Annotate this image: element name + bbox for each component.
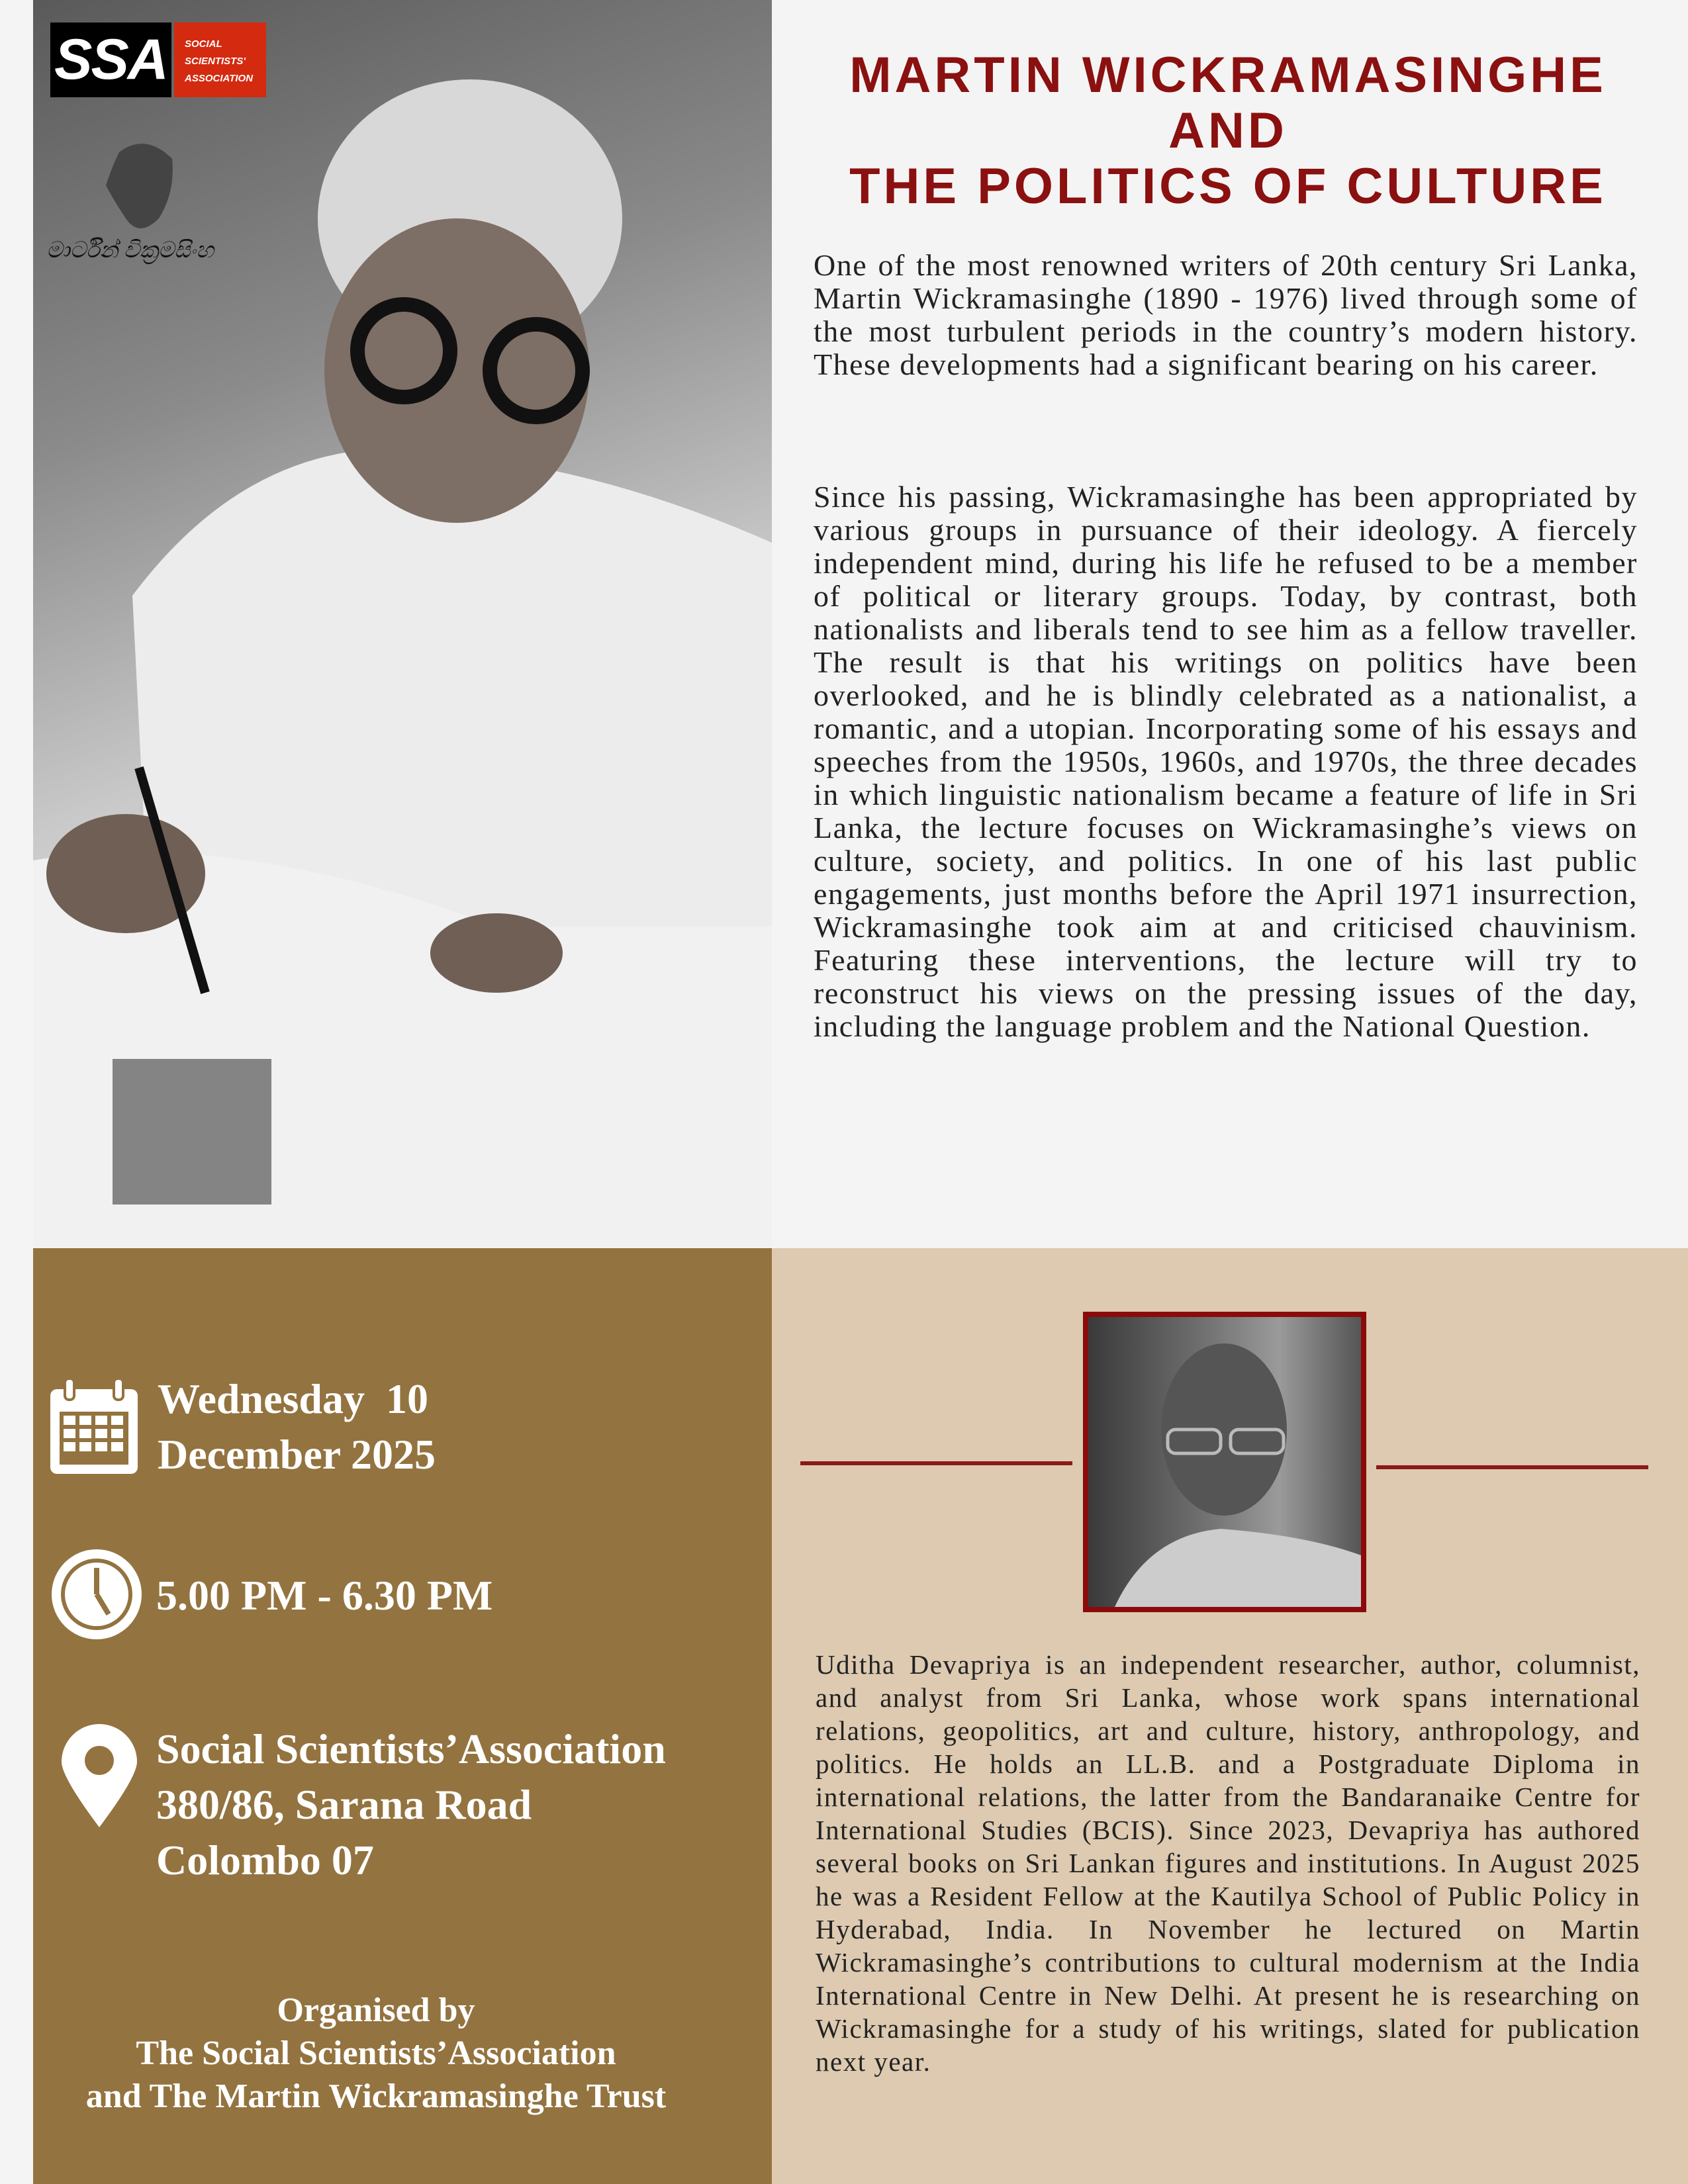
organiser-credit xyxy=(33,1989,719,2118)
speaker-illustration xyxy=(1088,1317,1361,1607)
description-paragraph-1: One of the most renowned writers of 20th century Sri Lanka, Martin Wickramasinghe (1890 - 1976) lived through some of the most turbulent periods in the country’s modern history. These developments had a significant bearing on his career. xyxy=(814,248,1638,381)
logo-line: ASSOCIATION xyxy=(185,73,254,84)
date-line: December 2025 xyxy=(158,1431,436,1478)
event-date xyxy=(158,1371,436,1482)
venue-line: Colombo 07 xyxy=(156,1837,374,1884)
calendar-icon xyxy=(48,1379,140,1477)
divider-left xyxy=(800,1461,1072,1465)
logo-line: SOCIAL xyxy=(185,38,222,50)
venue-line: Social Scientists’Association xyxy=(156,1725,666,1772)
divider-right xyxy=(1376,1465,1648,1469)
location-pin-icon xyxy=(62,1724,137,1827)
organiser-line: Organised by xyxy=(277,1991,475,2029)
speaker-photo xyxy=(1083,1312,1366,1612)
event-time: 5.00 PM - 6.30 PM xyxy=(156,1572,493,1619)
title-line: MARTIN WICKRAMASINGHE xyxy=(849,47,1607,103)
description-paragraph-2: Since his passing, Wickramasinghe has been appropriated by various groups in pursuance of their ideology. A fiercely independent mind, during his life he refused to be a member of political or literary groups. Today, by contrast, both nationalists and liberals tend to see him as a fellow traveller. The result is that his writings on politics have been overlooked, and he is blindly celebrated as a nationalist, a romantic, and a utopian. Incorporating some of his essays and speeches from the 1950s, 1960s, and 1970s, the three decades in which linguistic nationalism became a feature of life in Sri Lanka, the lecture focuses on Wickramasinghe’s views on culture, society, and politics. In one of his last public engagements, just months before the April 1971 insurrection, Wickramasinghe took aim at and criticised chauvinism. Featuring these interventions, the lecture will try to reconstruct his views on the pressing issues of the day, including the language problem and the National Question. xyxy=(814,480,1638,1043)
speaker-bio: Uditha Devapriya is an independent researcher, author, columnist, and analyst from Sri Lanka, whose work spans international relations, geopolitics, art and culture, history, anthropology, and politics. He holds an LL.B. and a Postgraduate Diploma in international relations, the latter from the Bandaranaike Centre for International Studies (BCIS). Since 2023, Devapriya has authored several books on Sri Lankan figures and institutions. In August 2025 he was a Resident Fellow at the Kautilya School of Public Policy in Hyderabad, India. In November he lectured on Martin Wickramasinghe’s contributions to cultural modernism at the India International Centre in New Delhi. At present he is researching on Wickramasinghe for a study of his writings, slated for publication next year. xyxy=(816,1649,1640,2077)
clock-icon xyxy=(48,1545,146,1643)
title-line: AND xyxy=(1168,103,1288,159)
venue-line: 380/86, Sarana Road xyxy=(156,1781,532,1828)
event-venue xyxy=(156,1721,666,1888)
ssa-logo-name xyxy=(174,23,266,97)
organiser-line: and The Martin Wickramasinghe Trust xyxy=(85,2077,667,2115)
title-line: THE POLITICS OF CULTURE xyxy=(849,158,1607,214)
logo-line: SCIENTISTS' xyxy=(185,56,246,67)
bust-sculpture-icon xyxy=(99,132,179,238)
organiser-line: The Social Scientists’Association xyxy=(136,2034,616,2072)
sinhala-signature: මාර්ටින් වික්‍රමසිංහ xyxy=(46,238,214,263)
date-line: Wednesday 10 xyxy=(158,1375,428,1422)
ssa-logo xyxy=(50,23,266,97)
ssa-logo-abbr: SSA xyxy=(50,23,171,97)
page-title xyxy=(774,48,1681,214)
